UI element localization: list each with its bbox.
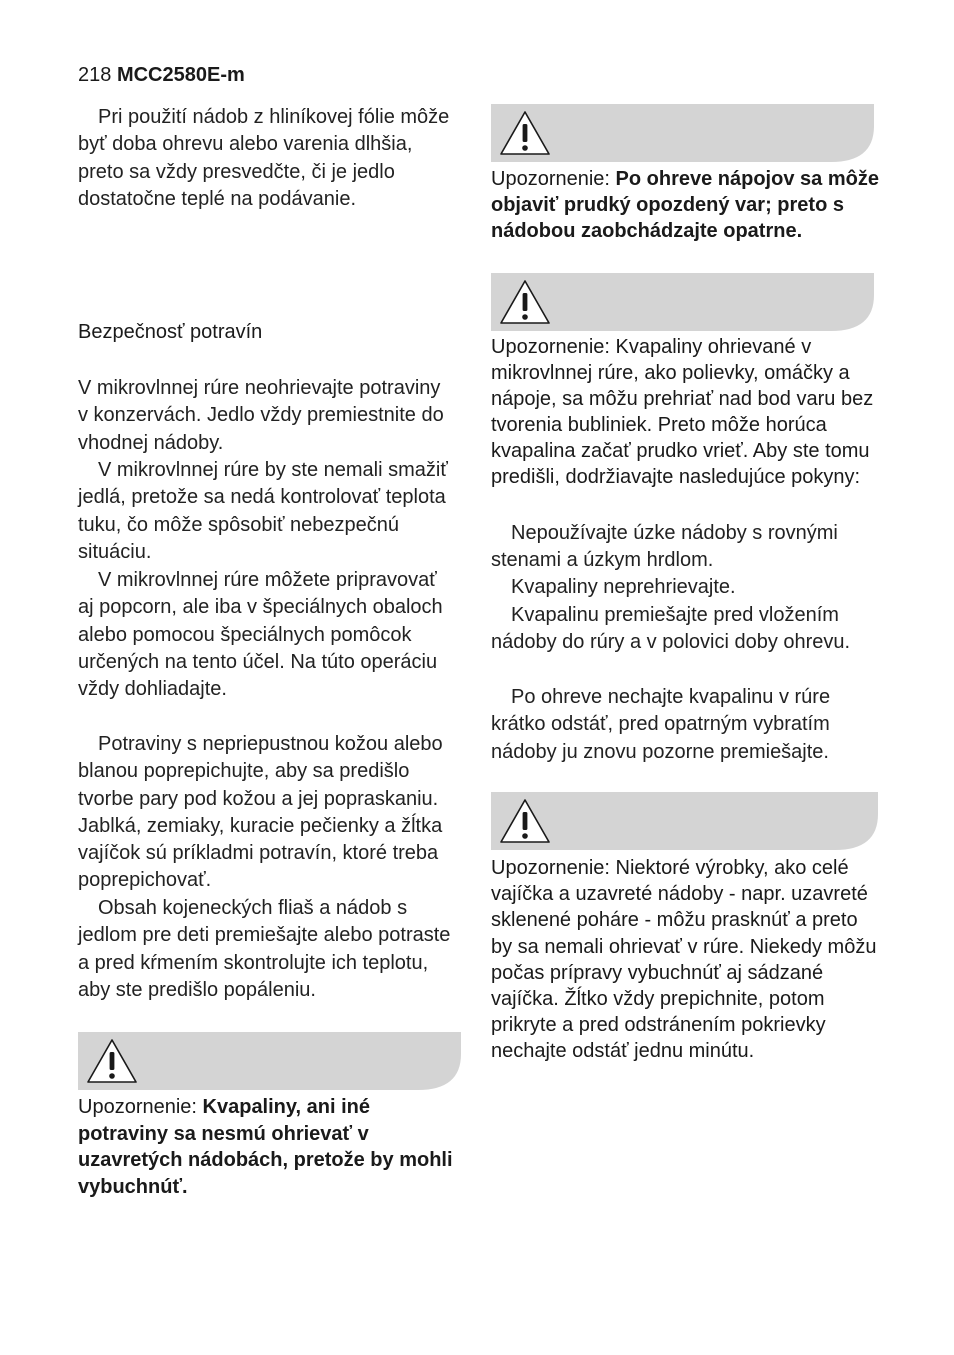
warning-banner	[78, 1032, 461, 1092]
page-number: 218	[78, 64, 112, 86]
paragraph-skin-food: Potraviny s nepriepustnou kožou alebo blanou poprepichujte, aby sa predišlo tvorbe pary pod kožou a jej popraskaniu. Jablká, zemiaky, kuracie pečienky a žĺtka vajíčok sú príkladmi potravín, ktoré treba poprepichovať.	[78, 733, 443, 892]
instruction-stir: Kvapalinu premiešajte pred vložením nádoby do rúry a v polovici doby ohrevu.	[491, 604, 851, 654]
warning-banner-1	[491, 104, 874, 164]
warning-banner-1-bg	[491, 104, 874, 164]
warning-banner-2	[491, 273, 874, 333]
warning-banner-bg	[78, 1032, 461, 1092]
warning-text-eggs: Upozornenie: Niektoré výrobky, ako celé vajíčka a uzavreté nádoby - napr. uzavreté sklenené poháre - môžu prasknúť a preto by sa nemali ohrievať v rúre. Niekedy môžu počas prípravy vybuchnúť aj sádzané vajíčka. Žĺtko vždy prepichnite, potom prikryte a pred odstránením pokrievky nechajte odstáť jednu minútu.	[491, 857, 877, 1063]
warning-text-delayed-boiling	[491, 166, 881, 244]
warning-banner-3-bg	[491, 792, 878, 852]
warning-text-closed-containers	[78, 1094, 458, 1200]
instruction-stand-time: Po ohreve nechajte kvapalinu v rúre krátko odstáť, pred opatrným vybratím nádoby ju znovu pozorne premiešajte.	[491, 686, 831, 763]
intro-paragraph: Pri použití nádob z hliníkovej fólie môže byť doba ohrevu alebo varenia dlhšia, preto sa vždy presvedčte, či je jedlo dostatočne teplé na podávanie.	[78, 106, 450, 210]
instruction-narrow-containers: Nepoužívajte úzke nádoby s rovnými stenami a úzkym hrdlom.	[491, 522, 838, 572]
warning-bold-text: Kvapaliny, ani iné potraviny sa nesmú ohrievať v uzavretých nádobách, pretože by mohli vybuchnúť.	[78, 1096, 453, 1198]
section-title: Bezpečnosť potravín	[78, 321, 263, 343]
warning-label: Upozornenie:	[78, 1096, 203, 1118]
paragraph-baby-bottles: Obsah kojeneckých fliaš a nádob s jedlom pre deti premiešajte alebo potraste a pred kŕmením skontrolujte ich teplotu, aby ste predišlo popáleniu.	[78, 897, 451, 1001]
warning-label: Upozornenie:	[491, 168, 616, 190]
paragraph-popcorn: V mikrovlnnej rúre môžete pripravovať aj popcorn, ale iba v špeciálnych obaloch alebo pomocou špeciálnych pomôcok určených na tento účel. Na túto operáciu vždy dohliadajte.	[78, 569, 443, 701]
warning-banner-3	[491, 792, 878, 852]
paragraph-frying: V mikrovlnnej rúre by ste nemali smažiť jedlá, pretože sa nedá kontrolovať teplota tuku, čo môže spôsobiť nebezpečnú situáciu.	[78, 459, 448, 563]
warning-banner-2-bg	[491, 273, 874, 333]
page-header	[78, 64, 245, 87]
warning-text-superheating: Upozornenie: Kvapaliny ohrievané v mikrovlnnej rúre, ako polievky, omáčky a nápoje, sa môžu prehriať nad bod varu bez tvorenia bubliniek. Preto môže horúca kvapalina začať prudko vrieť. Aby ste tomu predišli, dodržiavajte nasledujúce pokyny:	[491, 336, 874, 488]
warning-bold-text: Po ohreve nápojov sa môže objaviť prudký opozdený var; preto s nádobou zaobchádzajte opatrne.	[491, 168, 879, 242]
instruction-no-overheat: Kvapaliny neprehrievajte.	[511, 576, 736, 598]
paragraph-canned-food: V mikrovlnnej rúre neohrievajte potraviny v konzervách. Jedlo vždy premiestnite do vhodnej nádoby.	[78, 377, 444, 454]
model-name: MCC2580E-m	[116, 64, 245, 86]
